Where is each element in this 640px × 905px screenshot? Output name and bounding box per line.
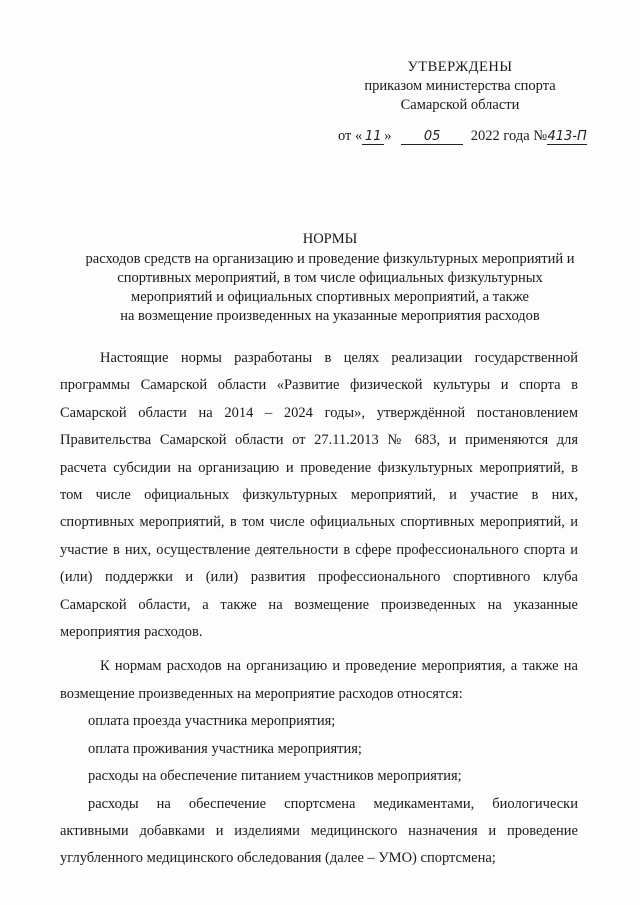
approval-line-2: Самарской области [400, 97, 520, 113]
title-line: мероприятий и официальных спортивных мероприятий, а также [131, 289, 529, 305]
title-line: на возмещение произведенных на указанные мероприятия расходов [120, 308, 540, 324]
body-paragraph: К нормам расходов на организацию и проведение мероприятия, а также на возмещение произведенных на мероприятие расходов относятся: [60, 658, 578, 702]
body-paragraph: Настоящие нормы разработаны в целях реализации государственной программы Самарской области «Развитие физической культуры и спорта в Самарской области на 2014 – 2024 годы», утверждённой постановлением Правительства Самарской области от 27.11.2013 № 683, и применяются для расчета субсидии на организацию и проведение физкультурных мероприятий, в том числе официальных физкультурных мероприятий, и участие в них, спортивных мероприятий, в том числе официальных спортивных мероприятий, и участие в них, осуществление деятельности в сфере профессионального спорта и (или) поддержки и (или) развития профессионального спортивного клуба Самарской области, а также на возмещение произведенных на указанные мероприятия расходов. [60, 350, 578, 641]
order-date-number-line [338, 128, 598, 145]
document-title [50, 230, 610, 326]
order-quote-close: » [384, 128, 392, 144]
list-item: расходы на обеспечение спортсмена медикаментами, биологически активными добавками и изделиями медицинского назначения и проведение углубленного медицинского обследования (далее – УМО) спортсмена; [60, 795, 578, 867]
approval-block [340, 58, 580, 115]
order-number-handwritten: 413-П [547, 129, 587, 144]
list-item: оплата проезда участника мероприятия; [88, 713, 336, 730]
title-line: расходов средств на организацию и проведение физкультурных мероприятий и [85, 251, 575, 267]
list-item: расходы на обеспечение питанием участников мероприятия; [88, 768, 462, 785]
approval-line-1: приказом министерства спорта [364, 78, 556, 94]
title-heading: НОРМЫ [302, 231, 358, 247]
title-line: спортивных мероприятий, в том числе официальных физкультурных [117, 270, 543, 286]
order-prefix: от « [338, 128, 363, 144]
approval-heading: УТВЕРЖДЕНЫ [407, 59, 513, 75]
order-month-handwritten: 05 [401, 129, 463, 145]
order-year-text: 2022 года № [470, 128, 548, 144]
document-body [60, 345, 578, 873]
order-day-handwritten: 11 [362, 129, 384, 145]
list-item: оплата проживания участника мероприятия; [88, 740, 362, 757]
